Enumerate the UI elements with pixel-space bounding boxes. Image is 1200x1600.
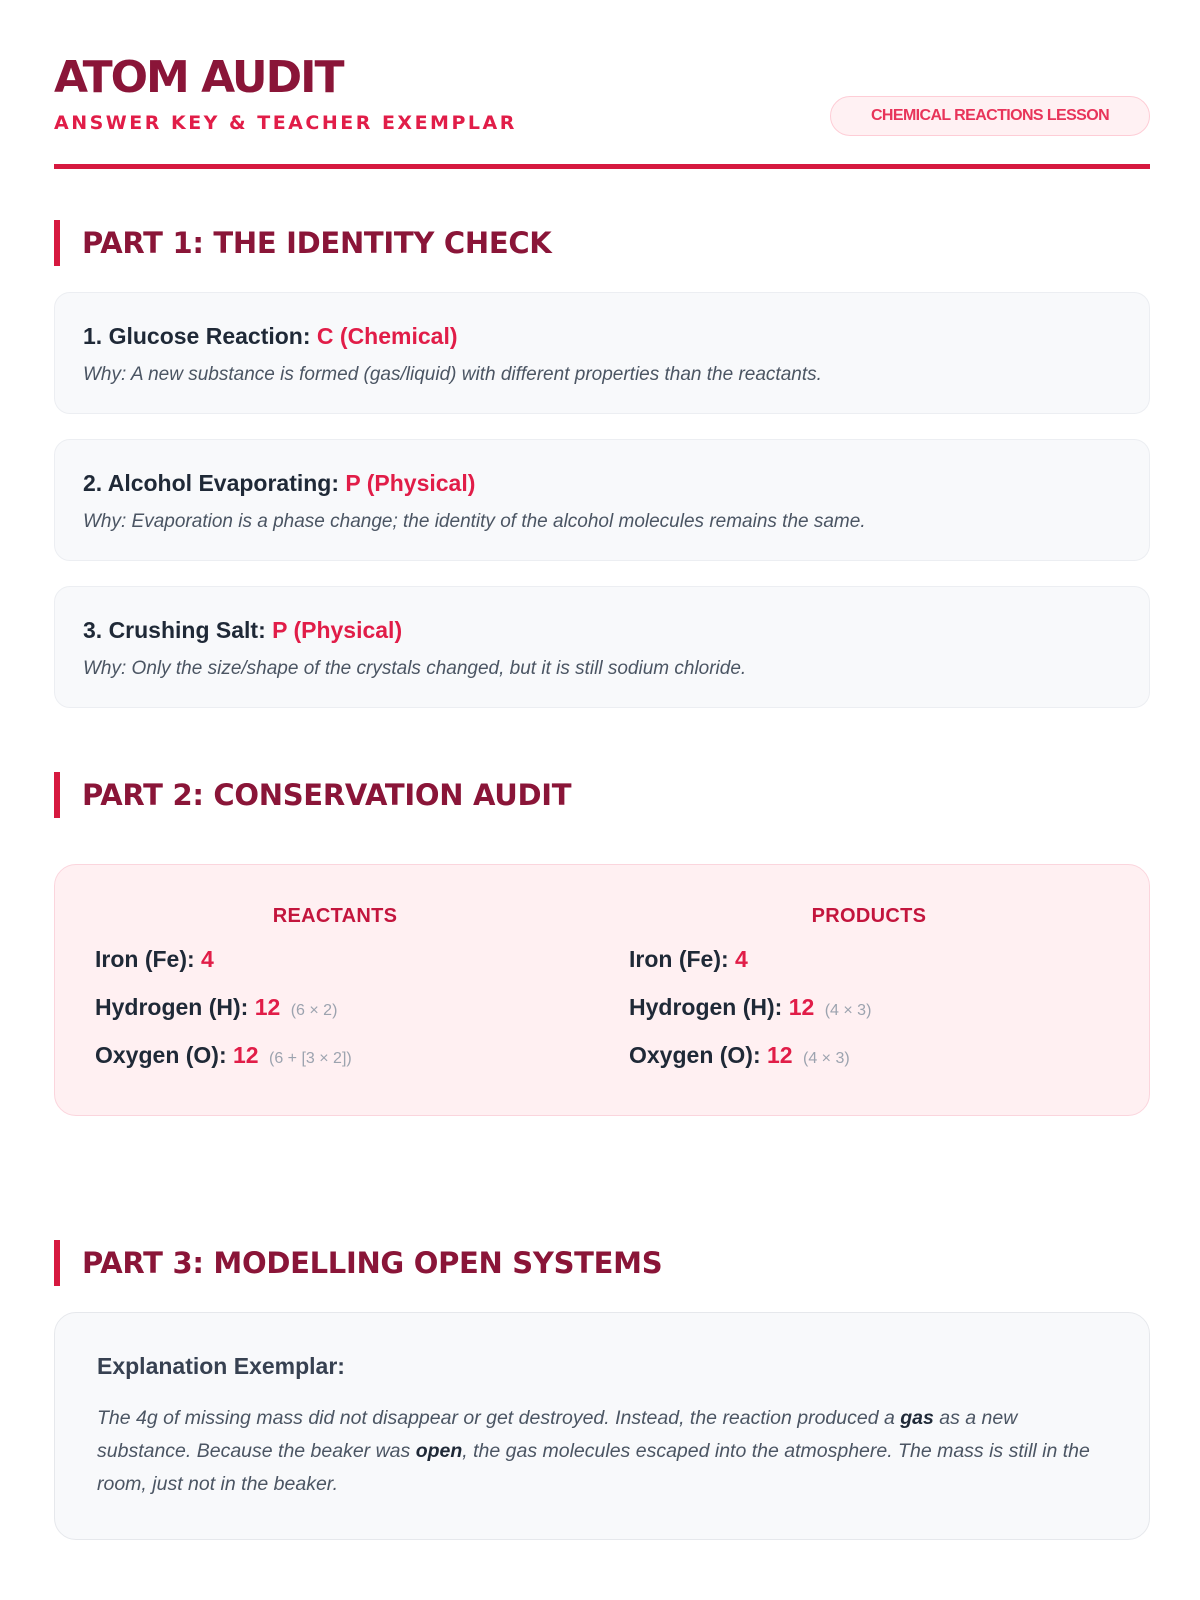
part2-heading: PART 2: CONSERVATION AUDIT xyxy=(54,772,571,818)
question-line xyxy=(83,323,1121,350)
question-answer: P (Physical) xyxy=(272,617,403,643)
product-row-hydrogen xyxy=(629,990,1109,1038)
reactants-title: REACTANTS xyxy=(272,905,398,927)
atom-label: Oxygen (O): xyxy=(629,1042,761,1068)
question-line xyxy=(83,470,1121,497)
question-why: Why: A new substance is formed (gas/liquid) with different properties than the reactants. xyxy=(83,364,822,385)
atom-label: Iron (Fe): xyxy=(95,946,195,972)
explanation-text-part: as a new substance. Because the beaker was xyxy=(97,1407,1018,1462)
part1-heading: PART 1: THE IDENTITY CHECK xyxy=(54,220,551,266)
atom-count: 4 xyxy=(735,946,748,972)
atom-calculation: (4 × 3) xyxy=(824,1002,872,1019)
atom-count: 12 xyxy=(233,1042,259,1068)
explanation-bold-open: open xyxy=(415,1440,463,1462)
header-divider xyxy=(54,164,1150,169)
atom-label: Iron (Fe): xyxy=(629,946,729,972)
question-label: 3. Crushing Salt: xyxy=(83,617,266,643)
reactant-row-hydrogen xyxy=(95,990,575,1038)
question-card-3 xyxy=(54,586,1150,708)
explanation-text xyxy=(97,1402,1107,1501)
atom-count: 12 xyxy=(767,1042,793,1068)
atom-calculation: (4 × 3) xyxy=(803,1050,850,1067)
atom-label: Hydrogen (H): xyxy=(95,994,249,1020)
atom-calculation: (6 + [3 × 2]) xyxy=(269,1050,352,1067)
question-why: Why: Evaporation is a phase change; the identity of the alcohol molecules remains the same. xyxy=(83,511,866,532)
question-answer: P (Physical) xyxy=(345,470,476,496)
atom-label: Hydrogen (H): xyxy=(629,994,783,1020)
question-why: Why: Only the size/shape of the crystals changed, but it is still sodium chloride. xyxy=(83,658,747,679)
conservation-audit-card xyxy=(54,864,1150,1116)
atom-count: 12 xyxy=(254,994,281,1020)
explanation-card xyxy=(54,1312,1150,1540)
lesson-badge: CHEMICAL REACTIONS LESSON xyxy=(830,96,1150,136)
explanation-text-part: , the gas molecules escaped into the atmosphere. The mass is still in the room, just not in the beaker. xyxy=(97,1440,1090,1495)
reactants-column xyxy=(95,905,575,1086)
question-line xyxy=(83,617,1121,644)
product-row-iron xyxy=(629,942,1109,990)
question-label: 1. Glucose Reaction: xyxy=(83,323,311,349)
explanation-text-part: The 4g of missing mass did not disappear or get destroyed. Instead, the reaction produced a xyxy=(97,1407,901,1429)
products-column xyxy=(629,905,1109,1086)
atom-count: 12 xyxy=(788,994,815,1020)
answer-key-page xyxy=(54,0,1150,1495)
question-label: 2. Alcohol Evaporating: xyxy=(83,470,340,496)
page-title: ATOM AUDIT xyxy=(54,52,343,103)
reactant-row-oxygen xyxy=(95,1038,575,1086)
page-subtitle: ANSWER KEY & TEACHER EXEMPLAR xyxy=(54,112,517,134)
atom-calculation: (6 × 2) xyxy=(290,1002,338,1019)
question-card-1 xyxy=(54,292,1150,414)
atom-label: Oxygen (O): xyxy=(95,1042,227,1068)
question-card-2 xyxy=(54,439,1150,561)
question-answer: C (Chemical) xyxy=(316,323,458,349)
product-row-oxygen xyxy=(629,1038,1109,1086)
reactant-row-iron xyxy=(95,942,575,990)
explanation-bold-gas: gas xyxy=(900,1407,934,1429)
page-header xyxy=(54,0,1150,170)
atom-count: 4 xyxy=(201,946,214,972)
part3-heading: PART 3: MODELLING OPEN SYSTEMS xyxy=(54,1240,662,1286)
explanation-title: Explanation Exemplar: xyxy=(97,1353,345,1379)
products-title: PRODUCTS xyxy=(811,905,927,927)
